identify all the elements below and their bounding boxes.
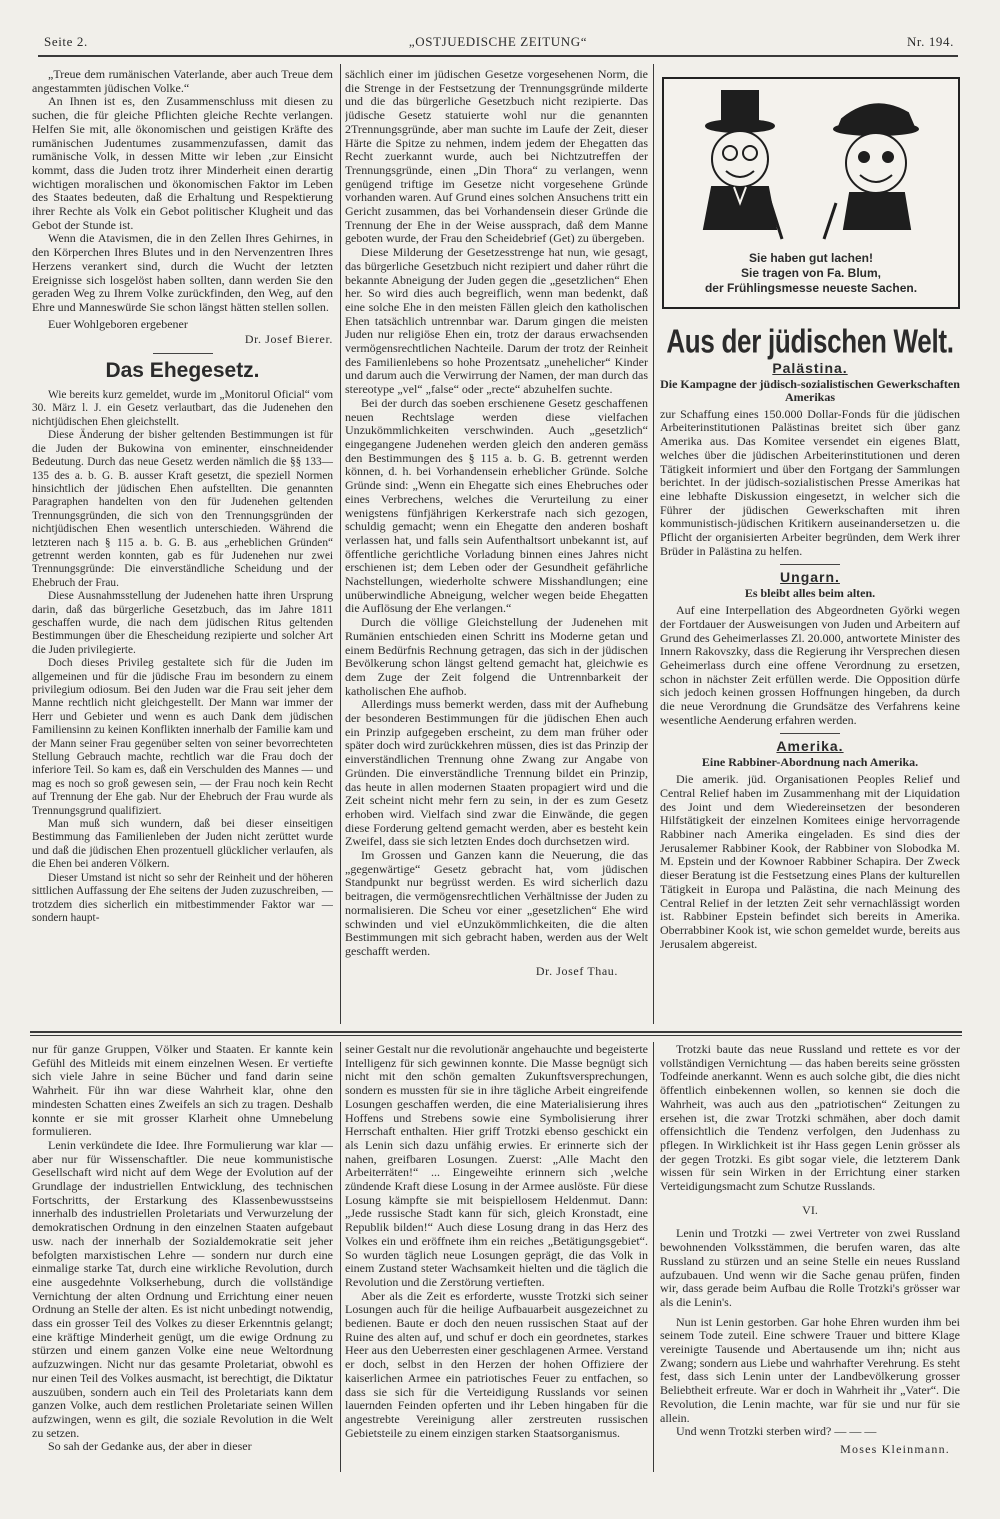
advertisement-box: [662, 77, 960, 309]
ungarn-paragraph: Auf eine Interpellation des Abgeordneten Györki wegen der Fortdauer der Ausweisungen von Juden und Arbeitern auf Grund des Geheimerlasses Zl. 20.000, antwortete Minister des Innern Rakovszky, dass die Regierung ihr Versprechen diesen Geheimerlass durch eine offene Verordnung zu ersetzen, schon in nächster Zeit erfüllen werde. Die Opposition dürfe sich jedoch keinen grossen Hoffnungen hingeben, da durch die neue Verordnung die Grundsätze des Verfahrens keine wesentliche Aenderung erfahren werden.: [660, 603, 960, 727]
section-number: VI.: [802, 1202, 818, 1217]
lenin-trotzki-paragraph: Nun ist Lenin gestorben. Gar hohe Ehren wurden ihm bei seinem Tode zuteil. Eine schwere Trauer und bittere Klage vereinigte Tausende und Abertausende um ihn; nicht aus Zwang; sondern aus Liebe und wahrhafter Verehrung. Es steht fest, dass sich Lenin unter der Landbevölkerung grosser Beliebtheit erfreute. War er doch in Wahrheit ihr „Vater“. Die Revolution, die Lenin machte, war für sie und nur für sie allein.: [660, 1314, 960, 1425]
lenin-trotzki-paragraph: seiner Gestalt nur die revolutionär angehauchte und begeisterte Intelligenz für sich gewinnen konnte. Die Masse begnügt sich nicht mit den schön gemalten Zukunftsversprechungen, sondern es mussten für sie in ihre tägliche Arbeit eingreifende Losungen geschaffen werden, die eine Materialisierung ihres Hoffens und Strebens sowie eine Symbolisierung ihrer Herrschaft enthalten. Hier griff Trotzki ebenso geschickt ein als Lenin sich dazu unfähig erwies. Er erinnerte sich der nahen, greifbaren Losungen. Zuerst: „Alle Macht den Arbeiterräten!“ ... Eingeweihte erinnern sich ‚welche zündende Kraft diese Losung in der Armee auslöste. Für diese Losung kämpfte sie mit beispiellosem Heldenmut. Dann: „Jede russische Stadt kann für sich, gleich Kronstadt, eine Republik bilden!“ Auch diese Losung drang in das Herz des Volkes ein und eröffnete ihm ein reiches „Betätigungsgebiet“. So wurden täglich neue Losungen geprägt, die das Volk in einem Zustand steter Wachsamkeit hielten und die täglich die Revolution und die Zerstörung vertieften.: [345, 1043, 648, 1289]
section-divider: [780, 733, 840, 734]
letter-paragraph: Wenn die Atavismen, die in den Zellen Ihres Gehirnes, in den Körperchen Ihres Blutes und in den Nervenzentren Ihres Herzens verankert sind, durch die Wucht der letzten Ereignisse sich losgelöst haben sollten, dann werden Sie den geraden Weg zu Ihrem Volke zurückfinden, den Weg, auf den Ehre und Manneswürde Sie schon längst hätten stellen sollen.: [32, 231, 333, 314]
section-divider: [153, 353, 213, 354]
newspaper-title: „OSTJUEDISCHE ZEITUNG“: [408, 34, 588, 49]
column-divider-upper-left: [340, 64, 341, 1024]
ehegesetz-paragraph: Doch dieses Privileg gestaltete sich für die Juden im allgemeinen und für die jüdische Frau im besondern zu einem privilegium odiosum. Bei den Juden war die Frau seit jeher dem Manne rechtlich nicht gleichgestellt. Der Mann war immer der Herr und Gebieter und wenn es auch Dank dem jüdischen Familiensinn zu keinen Konflikten innerhalb der Familie kam und der Mann seiner Frau gegenüber selten von seiner bevorrechteten Stellung Gebrauch machte, rechtlich war die Frau doch der inferiore Teil. So kam es, daß ein Verschulden des Mannes — und mag es noch so groß gewesen sein, — der Frau noch kein Recht auf Trennung der Ehe gab. Nur der Ehebruch der Frau wurde als Trennungsgrund qualifiziert.: [32, 657, 333, 817]
ehegesetz-heading: Das Ehegesetz.: [105, 359, 260, 383]
ad-line-3: der Frühlingsmesse neueste Sachen.: [704, 281, 918, 295]
ungarn-subheading: Es bleibt alles beim alten.: [744, 586, 876, 601]
header-rule: [38, 55, 958, 57]
lenin-trotzki-signature: Moses Kleinmann.: [840, 1441, 950, 1456]
letter-section: [32, 68, 333, 347]
lenin-trotzki-paragraph: Trotzki baute das neue Russland und rettete es vor der vollständigen Vernichtung — das haben bereits seine grössten Todfeinde anerkannt. Wenn es auch solche gibt, die dies nicht öffentlich einbekennen wollen, so kennen sie doch die Wahrheit, was auch aus den „patriotischen“ Zeitungen zu ersehen ist, die zwar Trotzki schmähen, aber doch damit offensichtlich die Tendenz verfolgen, den Judenhass zu pflegen. In Wirklichkeit ist ihr Hass gegen Lenin grösser als der gegen Trotzki. Es gibt sogar viele, die letzterem Dank wissen für sein Wirken in der Errichtung einer starken Verteidigungsmacht zum Schutze Russlands.: [660, 1043, 960, 1194]
ad-line-2: Sie tragen von Fa. Blum,: [740, 266, 882, 280]
palaestina-subheading: Die Kampagne der jüdisch-sozialistischen Gewerkschaften Amerikas: [660, 376, 960, 404]
ehegesetz-paragraph: sächlich einer im jüdischen Gesetze vorgesehenen Norm, die die Strenge in der Festsetzung der Trennungsgründe milderte und die das bürgerliche Gesetzbuch nicht rezipierte. Das jüdische Gesetz statuierte wohl nur die genannten 2Trennungsgründe, aber man suchte im Laufe der Zeit, dieser Härte die Spitze zu nehmen, indem jedem der Ehegatten das Recht zuerkannt wurde, auch bei Nichtzutreffen der Trennungsgründe, einen „Din Thora“ zu verlangen, wenn genügend triftige im Gesetze nicht vorgesehene Gründe vorhanden waren. Auf Grund eines solchen Ansuchens tritt ein Gericht zusammen, das bei Vorhandensein dieser Gründe die Trennung der Ehe in der Weise aussprach, daß dem Manne geboten wurde, der Frau den Scheidebrief (Get) zu übergeben.: [345, 68, 648, 246]
palaestina-paragraph: zur Schaffung eines 150.000 Dollar-Fonds für die jüdischen Arbeiterinstitutionen Palästinas breitet sich über ganz Amerika aus. Das Komitee versendet ein eigenes Blatt, welches über die jüdischen Arbeiterinstitutionen und deren Tätigkeit informiert und über den Fortgang der Sammlungen berichtet. In der jüdisch-sozialistischen Presse Amerikas hat eine lebhafte Diskussion eingesetzt, in welcher sich die Führer der jüdischen Gewerkschaften mit ihren kommunistisch-jüdischen Kritikern auseinandersetzen u. die Pflicht der organisierten Arbeiter begründen, dem Werk ihrer Brüder in Palästina zu helfen.: [660, 406, 960, 558]
letter-closing: Euer Wohlgeboren ergebener: [48, 316, 188, 331]
section-rule-upper: [30, 1031, 962, 1033]
issue-number: Nr. 194.: [906, 34, 954, 49]
ehegesetz-signature: Dr. Josef Thau.: [535, 963, 618, 978]
column-lower-middle: [345, 1043, 648, 1483]
letter-paragraph: „Treue dem rumänischen Vaterlande, aber auch Treue dem angestammten jüdischen Volke.“: [32, 68, 333, 95]
amerika-heading: Amerika.: [776, 738, 844, 755]
palaestina-heading: Palästina.: [772, 360, 848, 376]
ehegesetz-paragraph: Durch die völlige Gleichstellung der Judenehen mit Rumänien entschieden einen Schritt ins Moderne getan und einem Bedürfnis Rechnung getragen, das sich in der jüdischen Bevölkerung schon längst geltend gemacht hat, gleichwie es dem Zuge der Zeit folgend die Untrennbarkeit der katholischen Ehe aufhob.: [345, 615, 648, 698]
column-lower-left: [32, 1043, 333, 1483]
column-upper-right: [660, 318, 960, 1026]
ad-illustration: [664, 79, 958, 249]
letter-paragraph: An Ihnen ist es, den Zusammenschluss mit diesen zu suchen, die für gleiche Pflichten gleiche Rechte verlangen. Helfen Sie mit, alle ökonomischen und geistigen Kräfte des rumänischen Judentumes zusammenzufassen, damit das rumänische Volk, in dessen Mitte wir leben ‚zur Einsicht kommt, dass die Juden trotz ihrer Minderheit einen derartig wichtigen moralischen und ökonomischen Faktor im Leben des Staates bedeuten, daß die Erhaltung und Respektierung ihrer Rechte als Volk ein Gebot politischer Klugheit und das Gebot der Stunde ist.: [32, 94, 333, 232]
lenin-trotzki-paragraph: Aber als die Zeit es erforderte, wusste Trotzki sich seiner Losungen auch für die heilige Aufbauarbeit ausgezeichnet zu bedienen. Baute er doch den neuen russischen Staat auf der Ruine des alten auf, und schuf er doch ein geordnetes, starkes Heer aus den Ueberresten einer geschlagenen Armee. Verstand er doch, selbst in den Herzen der hohen Offiziere der kaiserlichen Armee ein patriotisches Feuer zu entfachen, so dass sie sich für die Verteidigung Russlands vor seinen lauernden Feinden opferten und ihr Leben hingaben für die angestrebte Vereinigung aller zerstreuten russischen Gebietsteile zu einem einzigen starken Staatsorganismus.: [345, 1288, 648, 1440]
ehegesetz-paragraph: Allerdings muss bemerkt werden, dass mit der Aufhebung der besonderen Bestimmungen für die jüdischen Ehen auch ein Prinzip aufgegeben erscheint, zu dem man früher oder später doch wird zurückkehren müssen, dies ist das Prinzip der einverständlichen Trennung ohne Zwang zur Angabe von Gründen. Die einverständliche Trennung bildet ein Prinzip, das heute in allen modernen Staaten propagiert wird und die Zeit scheint nicht mehr fern zu sein, in der es zum Gesetz erhoben wird. Vielfach sind zwar die Einwände, die gegen diese Forderung geltend gemacht werden, aber es besteht kein Zweifel, dass sie sich letzten Endes doch durchsetzen wird.: [345, 697, 648, 849]
column-divider-lower-left: [340, 1042, 341, 1472]
section-rule-lower: [30, 1035, 962, 1036]
column-lower-right: [660, 1043, 960, 1483]
ehegesetz-paragraph: Bei der durch das soeben erschienene Gesetz geschaffenen neuen Rechtslage werden diese vielfachen Unzukömmlichkeiten verschwinden. Auch „gesetzlich“ eingegangene Judenehen werden gleich den anderen gemäss den Bestimmungen des § 115 a. b. G. B. getrennt werden können, d. h. bei Vorhandensein erheblicher Gründe. Solche Gründe sind: „Wenn ein Ehegatte sich eines Ehebruches oder eines Verbrechens, welches die Verurteilung zu einer wenigstens fünfjährigen Kerkerstrafe nach sich gezogen, schuldig gemacht; wenn ein Ehegatte den anderen boshaft verlassen hat, und falls sein Aufenthaltsort unbekannt ist, auf öffentliche gerichtliche Vorladung binnen eines Jahres nicht erschienen ist; dem Leben oder der Gesundheit gefährliche Nachstellungen, wiederholte schwere Misshandlungen; eine unüberwindliche Abneigung, welcher wegen beide Ehegatten die Auflösung der Ehe verlangen.“: [345, 395, 648, 616]
ungarn-section: [660, 571, 960, 727]
ehegesetz-paragraph: Dieser Umstand ist nicht so sehr der Reinheit und der höheren sittlichen Auffassung der Ehe seitens der Juden zuzuschreiben, — trotzdem dies sicherlich ein mitbestimmender Faktor war — sondern haupt-: [32, 871, 333, 924]
page-header: [38, 30, 958, 52]
ehegesetz-left-text: [32, 389, 333, 925]
amerika-section: [660, 740, 960, 951]
ehegesetz-paragraph: Diese Milderung der Gesetzesstrenge hat nun, wie gesagt, das bürgerliche Gesetzbuch nicht rezipiert und daher rührt die bekannte Abneigung der Juden gegen die „gesetzlichen“ Ehen her. So wird dies auch begreiflich, wenn man bedenkt, daß eine solche Ehe in den meisten Fällen gleich den katholischen Ehen tatsächlich untrennbar war. Darum gingen die meisten Juden nur religiöse Ehen ein, trotz der daraus erwachsenden vermögensrechtlichen Nachteile. Darum der trotz der Reinheit des Familienlebens so hohe Prozentsatz „unehelicher“ Kinder und darum auch die Verwirrung der Namen, der man durch das stereotype „vel“ „false“ oder „recte“ abzuhelfen suchte.: [345, 245, 648, 397]
palaestina-section: [660, 362, 960, 558]
page-number: Seite 2.: [44, 34, 88, 49]
ungarn-heading: Ungarn.: [780, 569, 840, 586]
amerika-paragraph: Die amerik. jüd. Organisationen Peoples Relief und Central Relief haben im Zusammenhang mit der Liquidation des Joint und dem Wiedereinsetzen der besonderen Hilfstätigkeit der einzelnen Komitees einige hervorragende Rabbiner nach Amerika eingeladen. Es sind dies der Jerusalemer Rabbiner Kook, der Rabbiner von Slobodka M. M. Epstein und der Kownoer Rabbiner Schapira. Der Zweck dieser Beratung ist die Festsetzung eines Plans der kulturellen Tätigkeit in Europa und Palästina, die nach Meinung des Central Relief in der letzten Zeit sehr vernachlässigt worden ist. Rabbiner Epstein befindet sich bereits in Amerika. Oberrabbiner Kook ist, wie schon gemeldet wurde, bereits aus Jerusalem abgereist.: [660, 772, 960, 951]
column-upper-middle: [345, 68, 648, 1026]
ehegesetz-paragraph: Man muß sich wundern, daß bei dieser einseitigen Bestimmung das Familienleben der Juden nicht zerüttet wurde und daß die jüdischen Ehen prozentuell glücklicher verlaufen, als die Ehen bei anderen Völkern.: [32, 818, 333, 871]
top-hat-man-figure: [704, 91, 782, 239]
section-divider: [780, 564, 840, 565]
ehegesetz-paragraph: Wie bereits kurz gemeldet, wurde im „Monitorul Oficial“ vom 30. März l. J. ein Gesetz verlautbart, das die Judenehen den nichtjüdischen Ehen gleichstellt.: [32, 389, 333, 428]
lenin-trotzki-paragraph: Lenin und Trotzki — zwei Vertreter von zwei Russland bewohnenden Volksstämmen, die berufen waren, das alte Russland zu stürzen und an seine Stelle ein neues Russland aufzubauen. Und wenn wir die Sache genau prüfen, finden wir, dass gerade beim Aufbau die Rolle Trotzki's grösser war als die Lenin's.: [660, 1226, 960, 1309]
ad-line-1: Sie haben gut lachen!: [748, 251, 874, 265]
amerika-subheading: Eine Rabbiner-Abordnung nach Amerika.: [701, 755, 919, 770]
ehegesetz-paragraph: Diese Ausnahmsstellung der Judenehen hatte ihren Ursprung darin, daß das bürgerliche Gesetzbuch, das im Jahre 1811 geschaffen wurde, die nach dem jüdischen Ritus geltenden Bestimmungen über die Ehescheidung rezipierte und solcher Art die Juden privilegierte.: [32, 590, 333, 656]
lenin-trotzki-paragraph: nur für ganze Gruppen, Völker und Staaten. Er kannte kein Gefühl des Mitleids mit einem einzelnen Wesen. Er vertiefte sich viele Jahre in seine Bücher und fand darin seine Wahrheit. Für ihn war diese Wahrheit klar, ohne den mindesten Schatten eines Zweifels an sich zu tragen. Deshalb konnte er sie mit grosser Klarheit ohne Umnebelung formulieren.: [32, 1043, 333, 1139]
column-upper-left: [32, 68, 333, 1026]
column-divider-upper-right: [653, 64, 654, 1024]
ehegesetz-middle-text: [345, 68, 648, 959]
column-divider-lower-right: [653, 1042, 654, 1472]
lenin-trotzki-paragraph: Und wenn Trotzki sterben wird? — — —: [676, 1424, 877, 1439]
letter-signature: Dr. Josef Bierer.: [244, 332, 333, 347]
ad-text: [664, 251, 958, 296]
ehegesetz-paragraph: Im Grossen und Ganzen kann die Neuerung, die das „gegenwärtige“ Gesetz gebracht hat, vom jüdischen Standpunkt nur begrüsst werden. Es wird sicherlich dazu beitragen, die vermögensrechtlichen Verhältnisse der Juden zu normalisieren. Die Scheu vor einer „gesetzlichen“ Ehe wird schwinden und viel eUnzukömmlichkeiten, die die alten Bestimmungen mit sich gebracht haben, werden aus der Welt geschafft werden.: [345, 848, 648, 958]
juedische-welt-heading: Aus der jüdischen Welt.: [666, 321, 954, 361]
lenin-trotzki-paragraph: Lenin verkündete die Idee. Ihre Formulierung war klar — aber nur für Wissenschaftler. Die neue kommunistische Gesellschaft wird nicht auf dem Wege der Evolution auf der Grundlage der industriellen Entwicklung, des technischen Fortschritts, der Erstarkung des Klassenbewusstseins innerhalb des industriellen Proletariats und Verwurzelung der demokratischen Ordnung in den einzelnen Staaten aufgebaut usw. nach der innerhalb der Sozialdemokratie seit jeher befolgten marxistischen Lehre — sondern nur durch eine einmalige starke Tat, durch eine wirkliche Revolution, durch eine ausgedehnte Volkserhebung, durch die vollständige Vernichtung der alten Ordnung und Errichtung einer neuen Ordnung an Stelle der alten. Es ist nicht unbedingt notwendig, dass ein grosser Teil des Volkes zu dieser Erkenntnis gelangt; eine kräftige Minderheit genügt, um die ewige Ordnung zu stürzen und einem ganzen Volke eine neue Weltordnung aufzuzwingen. Nicht nur das gesamte Proletariat, obwohl es nur einen Teil des Volkes ausmacht, ist berechtigt, die Diktatur auszuüben, sondern auch ein Teil des Proletariats kann dem ganzen Volke, auch dem restlichen Proletariate seinen Willen aufzwingen, wenn es gilt, die soziale Revolution in die Welt zu setzen.: [32, 1137, 333, 1440]
cap-boy-figure: [824, 104, 918, 239]
lenin-trotzki-paragraph: So sah der Gedanke aus, der aber in dieser: [48, 1439, 252, 1454]
ehegesetz-paragraph: Diese Änderung der bisher geltenden Bestimmungen ist für die Juden der Bukowina von eminenter, einschneidender Bedeutung. Durch das neue Gesetz werden nämlich die §§ 133—135 des a. b. G. B. ausser Kraft gesetzt, die speziell Normen hinsichtlich der jüdischen Ehen aufstellten. Die genannten Paragraphen handelten von den für Judenehen geltenden Trennungsgründen, die sich von den Trennungsgründen der nichtjüdischen Ehen wesentlich unterschieden. Während die letzteren nach § 115 a. b. G. B. aus „erheblichen Gründen“ getrennt werden konnten, gab es für Judenehen nur zwei Trennungsgründe: Die einverständliche Scheidung und der Ehebruch der Frau.: [32, 429, 333, 589]
